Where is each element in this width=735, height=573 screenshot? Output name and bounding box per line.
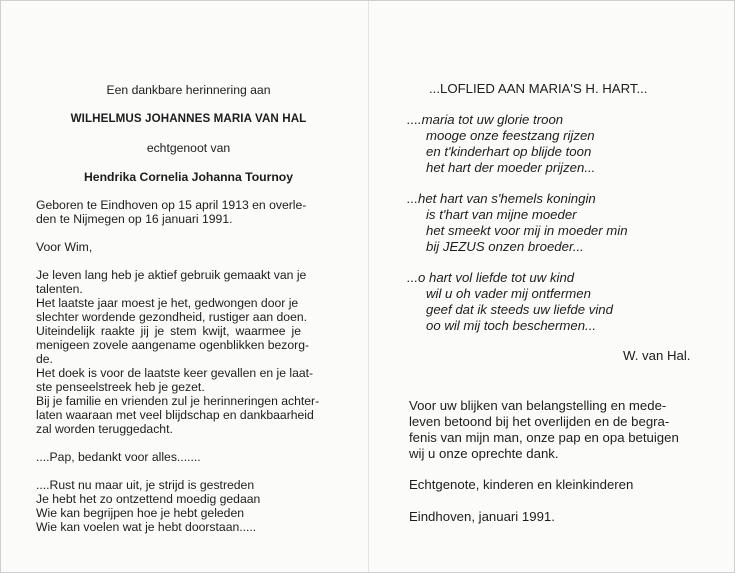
hymn-title: ...LOFLIED AAN MARIA'S H. HART...: [429, 81, 648, 96]
body-line: de.: [36, 352, 53, 366]
hymn-line: oo wil mij toch beschermen...: [426, 318, 597, 333]
body-line: Het laatste jaar moest je het, gedwongen door je: [36, 296, 299, 310]
hymn-line: het smeekt voor mij in moeder min: [426, 223, 628, 238]
place-date: Eindhoven, januari 1991.: [409, 509, 555, 524]
hymn-line: bij JEZUS onzen broeder...: [426, 239, 584, 254]
birth-line: den te Nijmegen op 16 januari 1991.: [36, 212, 233, 226]
card-fold: [368, 1, 369, 572]
spouse-label: echtgenoot van: [146, 141, 231, 155]
birth-line: Geboren te Eindhoven op 15 april 1913 en overle-: [36, 198, 307, 212]
hymn-line: en t'kinderhart op blijde toon: [426, 144, 592, 159]
author-signature: W. van Hal.: [623, 348, 691, 363]
hymn-line: wil u oh vader mij ontfermen: [426, 286, 591, 301]
hymn-line: het hart der moeder prijzen...: [426, 160, 596, 175]
family-line: Echtgenote, kinderen en kleinkinderen: [409, 477, 634, 492]
gratitude-line: fenis van mijn man, onze pap en opa betuigen: [409, 430, 679, 445]
salutation: Voor Wim,: [36, 240, 93, 254]
deceased-name: WILHELMUS JOHANNES MARIA VAN HAL: [70, 112, 307, 125]
poem-line: Wie kan begrijpen hoe je hebt geleden: [36, 506, 245, 520]
body-line: zal worden teruggedacht.: [36, 422, 173, 436]
body-line: ste penseelstreek heb je gezet.: [36, 380, 205, 394]
spouse-name: Hendrika Cornelia Johanna Tournoy: [83, 170, 294, 184]
hymn-line: geef dat ik steeds uw liefde vind: [426, 302, 613, 317]
body-line: slechter wordende gezondheid, rustiger aan doen.: [36, 310, 308, 324]
hymn-line: is t'hart van mijne moeder: [426, 207, 577, 222]
hymn-line: ....maria tot uw glorie troon: [407, 112, 564, 127]
body-line: Uiteindelijk raakte jij je stem kwijt, waarmee je: [36, 324, 301, 338]
hymn-line: ...o hart vol liefde tot uw kind: [407, 270, 575, 285]
body-line: talenten.: [36, 282, 83, 296]
thanks-line: ....Pap, bedankt voor alles.......: [36, 450, 201, 464]
body-line: Het doek is voor de laatste keer gevallen en je laat-: [36, 366, 314, 380]
gratitude-line: leven betoond bij het overlijden en de begra-: [409, 414, 670, 429]
poem-line: Wie kan voelen wat je hebt doorstaan.....: [36, 520, 257, 534]
poem-line: ....Rust nu maar uit, je strijd is gestreden: [36, 478, 255, 492]
body-line: menigeen zovele aangename ogenblikken bezorg-: [36, 338, 310, 352]
hymn-line: ...het hart van s'hemels koningin: [407, 191, 596, 206]
body-line: Bij je familie en vrienden zul je herinneringen achter-: [36, 394, 320, 408]
intro-line: Een dankbare herinnering aan: [106, 83, 271, 97]
gratitude-line: Voor uw blijken van belangstelling en mede-: [409, 398, 667, 413]
poem-line: Je hebt het zo ontzettend moedig gedaan: [36, 492, 261, 506]
hymn-line: mooge onze feestzang rijzen: [426, 128, 595, 143]
gratitude-line: wij u onze oprechte dank.: [409, 446, 559, 461]
body-line: laten waaraan met veel blijdschap en dankbaarheid: [36, 408, 314, 422]
body-line: Je leven lang heb je aktief gebruik gemaakt van je: [36, 268, 307, 282]
